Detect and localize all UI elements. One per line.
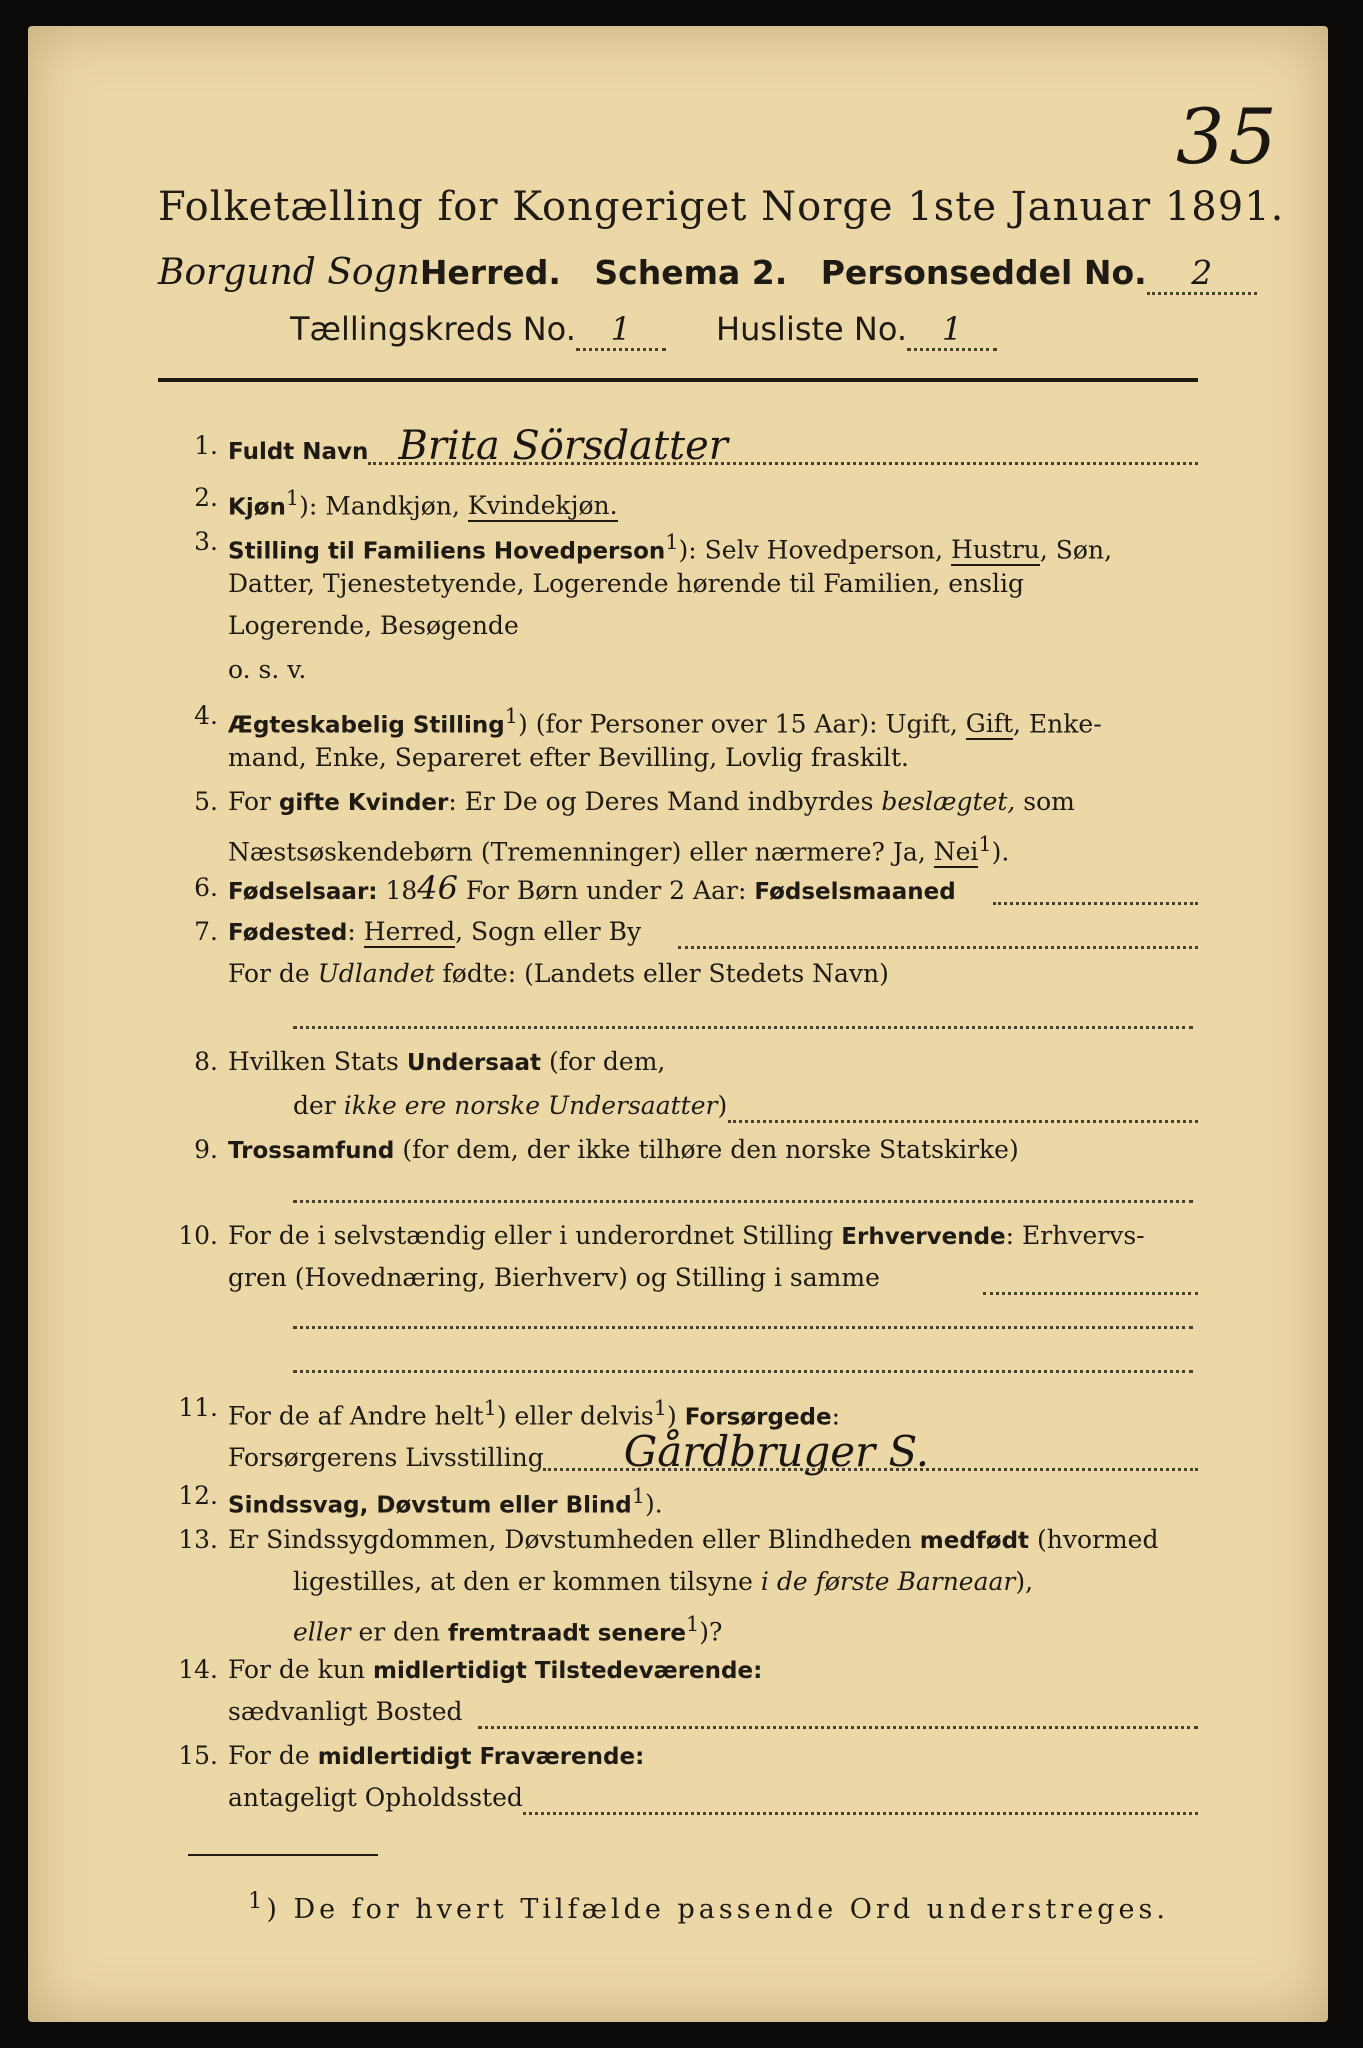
footnote-ref: 1	[504, 704, 519, 728]
full-name-answer: Brita Sörsdatter	[398, 423, 728, 469]
question-14	[158, 1650, 1198, 1690]
footnote-ref: 1	[653, 1396, 668, 1420]
question-number: 15.	[178, 1741, 218, 1770]
answer-line	[478, 1726, 1198, 1729]
question-13	[158, 1520, 1198, 1560]
question-15	[158, 1736, 1198, 1776]
option-text: (for dem,	[541, 1047, 666, 1076]
question-number: 4.	[194, 701, 218, 730]
question-8	[158, 1042, 1198, 1082]
question-11	[158, 1388, 1198, 1431]
question-number: 10.	[178, 1221, 218, 1250]
kreds-number: 1	[576, 310, 666, 351]
question-number: 11.	[178, 1393, 218, 1422]
option-text: Udlandet	[317, 959, 435, 988]
provider-occupation-answer: Gårdbruger S.	[623, 1427, 930, 1476]
personseddel-number: 2	[1147, 253, 1257, 295]
question-9	[158, 1130, 1198, 1170]
option-text: Forsørgerens Livsstilling	[228, 1443, 544, 1472]
question-3	[158, 522, 1198, 565]
answer-line	[678, 946, 1198, 949]
option-text: )	[717, 1091, 728, 1120]
footnote: $^1$) De for hvert Tilfælde passende Ord understreges.	[248, 1888, 1169, 1925]
form-title: Folketælling for Kongeriget Norge 1ste Januar 1891.	[158, 184, 1285, 230]
husliste-number: 1	[907, 310, 997, 351]
year-prefix: 18	[377, 876, 418, 905]
option-text: , Enke-	[1013, 709, 1102, 739]
option-text: antageligt Opholdssted	[228, 1783, 523, 1812]
kreds-label: Tællingskreds No.	[290, 310, 576, 348]
option-text: ligestilles, at den er kommen tilsyne	[293, 1567, 761, 1596]
form-subheader-line	[290, 310, 1190, 356]
herred-label: Herred.	[419, 253, 561, 292]
option-text: ) (for Personer over 15 Aar): Ugift,	[518, 709, 966, 739]
underlined-option: Gift	[965, 709, 1013, 739]
question-label: midlertidigt Fraværende:	[317, 1744, 645, 1770]
option-text: sædvanligt Bosted	[228, 1697, 463, 1726]
answer-line	[523, 1812, 1198, 1815]
footnote-ref: 1	[248, 1888, 267, 1914]
option-text: i de første Barneaar	[760, 1567, 1016, 1596]
question-label: Erhvervende	[841, 1224, 1006, 1250]
answer-line	[293, 1326, 1193, 1329]
answer-line	[993, 902, 1198, 905]
underlined-option: Hustru	[951, 535, 1040, 565]
question-number: 6.	[194, 873, 218, 902]
question-2	[158, 478, 1198, 521]
option-text: eller	[293, 1617, 351, 1647]
option-text: For de kun	[228, 1655, 373, 1684]
question-number: 2.	[194, 483, 218, 512]
question-number: 7.	[194, 917, 218, 946]
page-number: 35	[1176, 92, 1281, 181]
option-text: : Erhvervs-	[1005, 1221, 1145, 1250]
question-number: 3.	[194, 527, 218, 556]
option-text: )?	[699, 1617, 723, 1647]
option-text: Hvilken Stats	[228, 1047, 407, 1076]
question-label: fremtraadt senere	[448, 1620, 687, 1647]
question-label: medfødt	[919, 1528, 1030, 1554]
option-text: For de	[228, 959, 318, 988]
census-form-sheet	[28, 26, 1328, 2022]
option-text: For de	[228, 1741, 318, 1770]
question-1	[158, 423, 1198, 469]
question-number: 13.	[178, 1525, 218, 1554]
option-text: fødte: (Landets eller Stedets Navn)	[434, 959, 889, 988]
question-label: Trossamfund	[228, 1138, 395, 1164]
option-text: ikke ere norske Undersaatter	[343, 1091, 718, 1120]
question-label: Kjøn	[228, 494, 286, 521]
question-7	[158, 912, 1198, 952]
option-text: beslægtet,	[881, 787, 1016, 816]
question-label: Forsørgede	[684, 1404, 832, 1431]
question-6	[158, 868, 1198, 908]
option-text: For de i selvstændig eller i underordnet Stilling	[228, 1221, 842, 1250]
option-text: , Sogn eller By	[455, 917, 642, 946]
herred-name: Borgund Sogn	[158, 252, 420, 293]
answer-line	[543, 1468, 1198, 1471]
header-divider	[158, 378, 1198, 382]
option-text: For	[228, 787, 279, 816]
answer-line	[293, 1200, 1193, 1203]
question-10	[158, 1216, 1198, 1256]
option-text: For de af Andre helt	[228, 1401, 484, 1431]
birth-year-answer: 46	[417, 869, 458, 907]
option-text: Næstsøskendebørn (Tremenninger) eller nærmere? Ja,	[228, 837, 934, 867]
question-4	[158, 696, 1198, 739]
option-text: o. s. v.	[228, 655, 307, 684]
option-text: er den	[350, 1617, 449, 1647]
schema-label: Schema 2.	[594, 253, 788, 292]
question-number: 9.	[194, 1135, 218, 1164]
underlined-option: Herred	[363, 917, 456, 946]
option-text: gren (Hovednæring, Bierhverv) og Stilling i samme	[228, 1263, 880, 1292]
footnote-ref: 1	[665, 530, 679, 554]
option-text: ): Mandkjøn,	[299, 491, 468, 521]
answer-line	[293, 1370, 1193, 1373]
question-number: 1.	[194, 431, 218, 460]
option-text: ),	[1015, 1567, 1034, 1596]
option-text: :	[347, 917, 364, 946]
option-text: , Søn,	[1039, 535, 1113, 565]
option-text: ): Selv Hovedperson,	[678, 535, 952, 565]
footnote-ref: 1	[631, 1484, 646, 1508]
option-text: som	[1015, 787, 1075, 816]
underlined-option: Nei	[933, 837, 979, 867]
question-label: Ægteskabelig Stilling	[228, 712, 505, 739]
option-text: (for dem, der ikke tilhøre den norske Statskirke)	[394, 1135, 1019, 1164]
footnote-divider	[188, 1854, 378, 1856]
option-text: (hvormed	[1029, 1525, 1159, 1554]
option-text: Logerende, Besøgende	[228, 611, 519, 640]
question-label: midlertidigt Tilstedeværende:	[372, 1658, 763, 1684]
form-header-line	[158, 252, 1213, 302]
option-text: Er Sindssygdommen, Døvstumheden eller Blindheden	[228, 1525, 920, 1554]
question-number: 14.	[178, 1655, 218, 1684]
footnote-text: De for hvert Tilfælde passende Ord understreges.	[293, 1894, 1169, 1925]
option-text: ).	[991, 837, 1010, 867]
footnote-ref: 1	[686, 1612, 700, 1636]
option-text: :	[831, 1401, 841, 1431]
answer-line	[368, 462, 1198, 465]
question-label: Fødselsmaaned	[754, 879, 956, 905]
footnote-ref: 1	[285, 486, 300, 510]
answer-line	[728, 1120, 1198, 1123]
footnote-ref: 1	[483, 1396, 497, 1420]
question-label: Stilling til Familiens Hovedperson	[228, 538, 666, 565]
question-label: Fødested	[228, 920, 348, 946]
option-text: For Børn under 2 Aar:	[457, 876, 755, 905]
question-label: Fuldt Navn	[228, 439, 369, 465]
question-number: 8.	[194, 1047, 218, 1076]
question-label: Fødselsaar:	[228, 879, 378, 905]
answer-line	[983, 1292, 1198, 1295]
question-number: 5.	[194, 787, 218, 816]
answer-line	[293, 1026, 1193, 1029]
question-label: gifte Kvinder	[278, 790, 449, 816]
question-number: 12.	[178, 1481, 218, 1510]
option-text: ) eller delvis	[496, 1401, 654, 1431]
option-text: der	[293, 1091, 344, 1120]
underlined-option: Kvindekjøn.	[467, 491, 618, 521]
personseddel-label: Personseddel No.	[820, 253, 1147, 292]
option-text: : Er De og Deres Mand indbyrdes	[448, 787, 882, 816]
question-label: Sindssvag, Døvstum eller Blind	[228, 1492, 632, 1519]
option-text: mand, Enke, Separeret efter Bevilling, Lovlig fraskilt.	[228, 743, 909, 772]
footnote-ref: 1	[978, 832, 992, 856]
option-text: )	[667, 1401, 685, 1431]
question-12	[158, 1476, 1198, 1519]
husliste-label: Husliste No.	[716, 310, 908, 348]
option-text: Datter, Tjenestetyende, Logerende hørende til Familien, enslig	[228, 569, 1025, 598]
question-5	[158, 782, 1198, 822]
option-text: ).	[645, 1489, 663, 1519]
question-label: Undersaat	[406, 1050, 541, 1076]
